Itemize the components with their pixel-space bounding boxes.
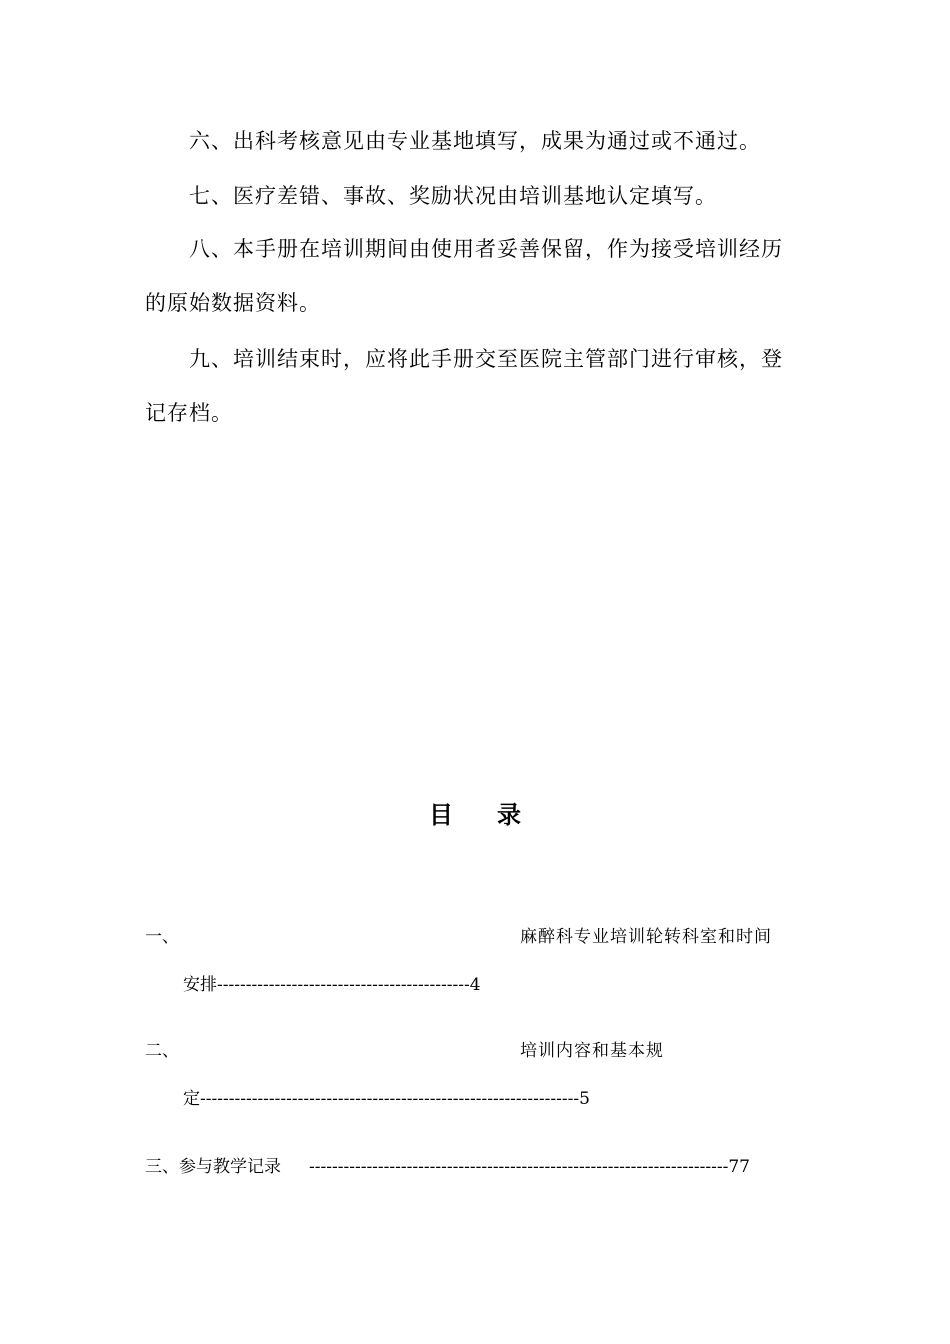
toc-entry-1-number: 一、 <box>145 927 179 947</box>
toc-entry-2-page: 5 <box>579 1089 590 1109</box>
toc-heading: 目录 <box>429 800 565 829</box>
paragraph-seven <box>145 169 795 223</box>
toc-entry-1-continuation-text: 安排 <box>183 975 217 995</box>
toc-entry-1-title[interactable]: 麻醉科专业培训轮转科室和时间 <box>520 927 772 947</box>
toc-entry-1-leader: -------------------------------------------- <box>217 975 470 995</box>
toc-entry-1-page: 4 <box>469 975 481 995</box>
paragraph-nine-line1: 九、培训结束时，应将此手册交至医院主管部门进行审核，登 <box>189 347 783 371</box>
paragraph-six <box>145 114 795 168</box>
toc-entry-2-title[interactable]: 培训内容和基本规 <box>520 1041 664 1061</box>
paragraph-nine-line2: 记存档。 <box>145 401 233 425</box>
toc-entry-2-leader: ------------------------------------------------------------------ <box>200 1089 580 1109</box>
toc-entry-2-continuation-text: 定 <box>183 1089 200 1109</box>
paragraph-six-text: 六、出科考核意见由专业基地填写，成果为通过或不通过。 <box>189 129 761 153</box>
toc-entry-3-page: 77 <box>728 1157 750 1177</box>
paragraph-eight <box>145 222 795 330</box>
toc-entry-3-number: 三、 <box>145 1157 179 1177</box>
toc-entry-3-title: 参与教学记录 <box>179 1157 281 1177</box>
paragraph-seven-text: 七、医疗差错、事故、奖励状况由培训基地认定填写。 <box>189 184 717 208</box>
toc-entry-2-number: 二、 <box>145 1041 179 1061</box>
paragraph-eight-line2: 的原始数据资料。 <box>145 291 321 315</box>
toc-entry-3[interactable] <box>145 1152 750 1177</box>
toc-entry-1-continuation[interactable] <box>183 970 481 995</box>
toc-entry-3-leader: ------------------------------------------------------------------------- <box>309 1157 729 1177</box>
paragraph-eight-line1: 八、本手册在培训期间由使用者妥善保留，作为接受培训经历 <box>189 237 783 261</box>
paragraph-nine <box>145 332 795 440</box>
toc-entry-2-continuation[interactable] <box>183 1084 590 1109</box>
